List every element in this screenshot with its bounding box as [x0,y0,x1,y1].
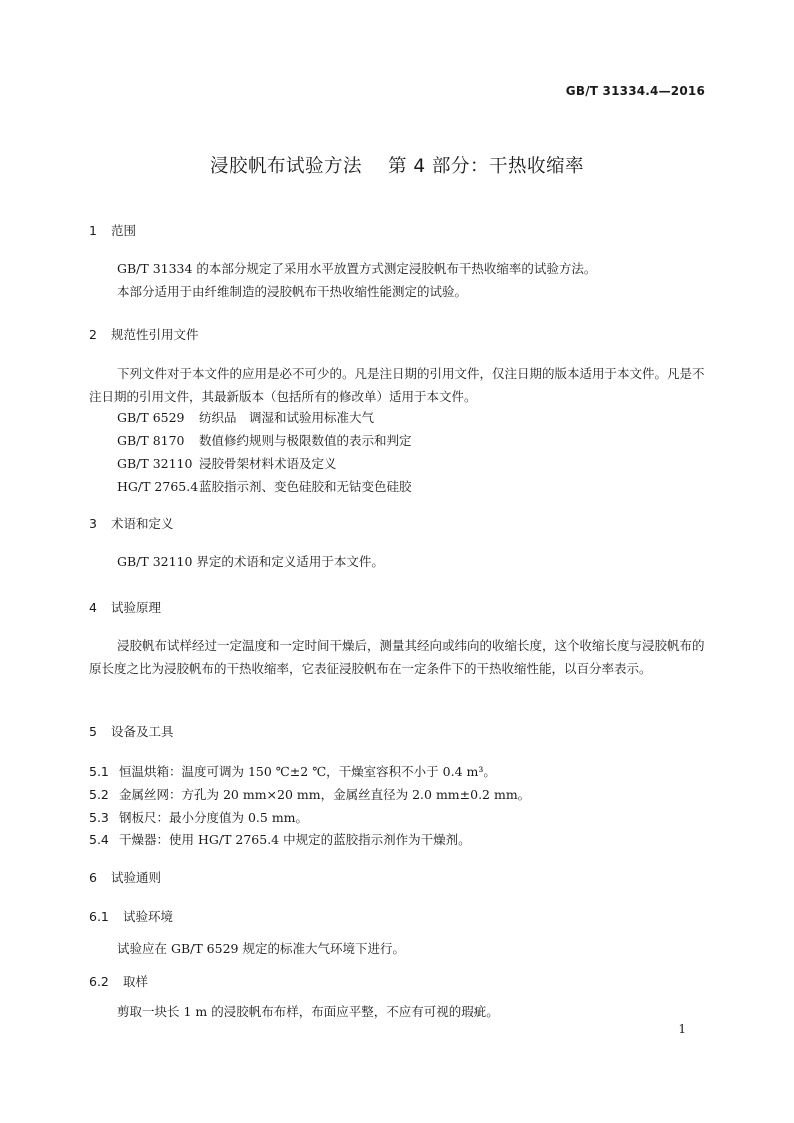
page-number: 1 [678,1022,686,1036]
subsection-6-2-heading: 6.2 取样 [89,974,149,989]
section-1-paragraph-1: GB/T 31334 的本部分规定了采用水平放置方式测定浸胶帆布干热收缩率的试验方法。 [117,261,597,276]
section-4-heading [89,598,161,616]
section-2-heading [89,325,199,343]
document-title [0,152,794,178]
equipment-item: 5.1 恒温烘箱：温度可调为 150 ℃±2 ℃，干燥室容积不小于 0.4 m³。 [89,764,496,779]
section-title: 试验原理 [111,600,162,615]
section-number: 1 [89,223,97,238]
reference-item: GB/T 32110 浸胶骨架材料术语及定义 [117,456,337,471]
section-3-paragraph-1: GB/T 32110 界定的术语和定义适用于本文件。 [117,554,384,569]
section-6-heading [89,868,161,886]
equipment-item: 5.3 钢板尺：最小分度值为 0.5 mm。 [89,810,309,825]
section-title: 试验通则 [111,870,162,885]
subsection-6-1-heading: 6.1 试验环境 [89,909,174,924]
section-title: 术语和定义 [111,516,174,531]
reference-item: GB/T 6529 纺织品 调湿和试验用标准大气 [117,410,375,425]
section-2-paragraph-1: 下列文件对于本文件的应用是必不可少的。凡是注日期的引用文件，仅注日期的版本适用于本文件。凡是不注日期的引用文件，其最新版本（包括所有的修改单）适用于本文件。 [89,366,705,404]
equipment-item: 5.2 金属丝网：方孔为 20 mm×20 mm，金属丝直径为 2.0 mm±0.2 mm。 [89,787,531,802]
section-title: 范围 [111,223,137,238]
subsection-6-1-paragraph: 试验应在 GB/T 6529 规定的标准大气环境下进行。 [117,941,405,956]
section-4-paragraph-1: 浸胶帆布试样经过一定温度和一定时间干燥后，测量其经向或纬向的收缩长度，这个收缩长度与浸胶帆布的原长度之比为浸胶帆布的干热收缩率，它表征浸胶帆布在一定条件下的干热收缩性能，以百分率表示。 [89,638,705,676]
title-main: 浸胶帆布试验方法 [209,156,362,177]
equipment-item: 5.4 干燥器：使用 HG/T 2765.4 中规定的蓝胶指示剂作为干燥剂。 [89,832,471,847]
section-title: 设备及工具 [111,724,174,739]
section-number: 6 [89,870,97,885]
section-5-heading [89,722,174,740]
title-part: 第 4 部分：干热收缩率 [387,156,585,177]
section-number: 3 [89,516,97,531]
section-1-heading [89,221,136,239]
section-3-heading [89,514,174,532]
section-title: 规范性引用文件 [111,327,199,342]
section-1-paragraph-2: 本部分适用于由纤维制造的浸胶帆布干热收缩性能测定的试验。 [117,284,468,299]
subsection-6-2-paragraph: 剪取一块长 1 m 的浸胶帆布布样，布面应平整，不应有可视的瑕疵。 [117,1004,499,1019]
section-number: 5 [89,724,97,739]
standard-code: GB/T 31334.4—2016 [565,84,705,98]
section-number: 2 [89,327,97,342]
reference-item: HG/T 2765.4蓝胶指示剂、变色硅胶和无钴变色硅胶 [117,479,412,494]
section-number: 4 [89,600,97,615]
reference-item: GB/T 8170 数值修约规则与极限数值的表示和判定 [117,433,412,448]
